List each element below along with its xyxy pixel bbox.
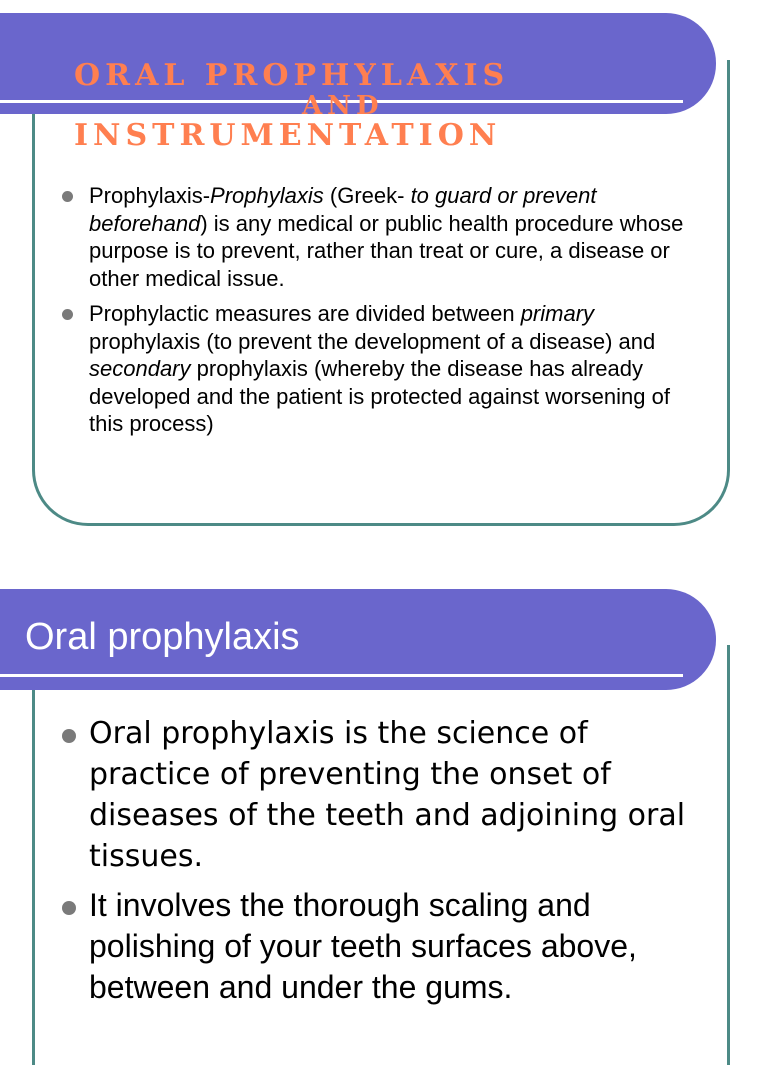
title-line-1: ORAL PROPHYLAXIS [74, 58, 510, 93]
text-run: Prophylaxis- [89, 183, 211, 208]
text-run: prophylaxis (to prevent the development of a disease) and [89, 328, 656, 354]
text-run-italic: secondary [89, 356, 191, 381]
text-run-italic: Prophylaxis [210, 183, 324, 208]
text-run-italic: to guard or prevent beforehand [89, 183, 597, 236]
slide-1-bullet-list [62, 182, 702, 446]
text-run: (Greek- [323, 183, 411, 208]
text-run-italic: primary [520, 301, 595, 326]
slide-2-title-rule [0, 674, 683, 677]
slide-2 [0, 585, 768, 1024]
text-run: prophylaxis (whereby the disease has already developed and the patient is protected against worsening of this process) [89, 356, 670, 436]
bullet-scaling-polishing: It involves the thorough scaling and polishing of your teeth surfaces above, between and under the gums. [62, 885, 702, 1008]
bullet-prophylaxis-definition [62, 182, 702, 292]
slide-2-bullet-list [62, 713, 702, 1016]
text-run: Prophylactic measures are divided between [89, 301, 521, 326]
title-line-2: AND [302, 91, 384, 121]
bullet-prophylactic-measures [62, 300, 702, 438]
slide-2-title: Oral prophylaxis [25, 616, 300, 658]
text-run: ) is any medical or public health procedure whose purpose is to prevent, rather than treat or cure, a disease or other medical issue. [89, 210, 684, 291]
slide-1-title [74, 58, 674, 154]
bullet-oral-prophylaxis-definition: Oral prophylaxis is the science of practice of preventing the onset of diseases of the teeth and adjoining oral tissues. [62, 713, 702, 877]
title-line-3: INSTRUMENTATION [74, 118, 502, 153]
